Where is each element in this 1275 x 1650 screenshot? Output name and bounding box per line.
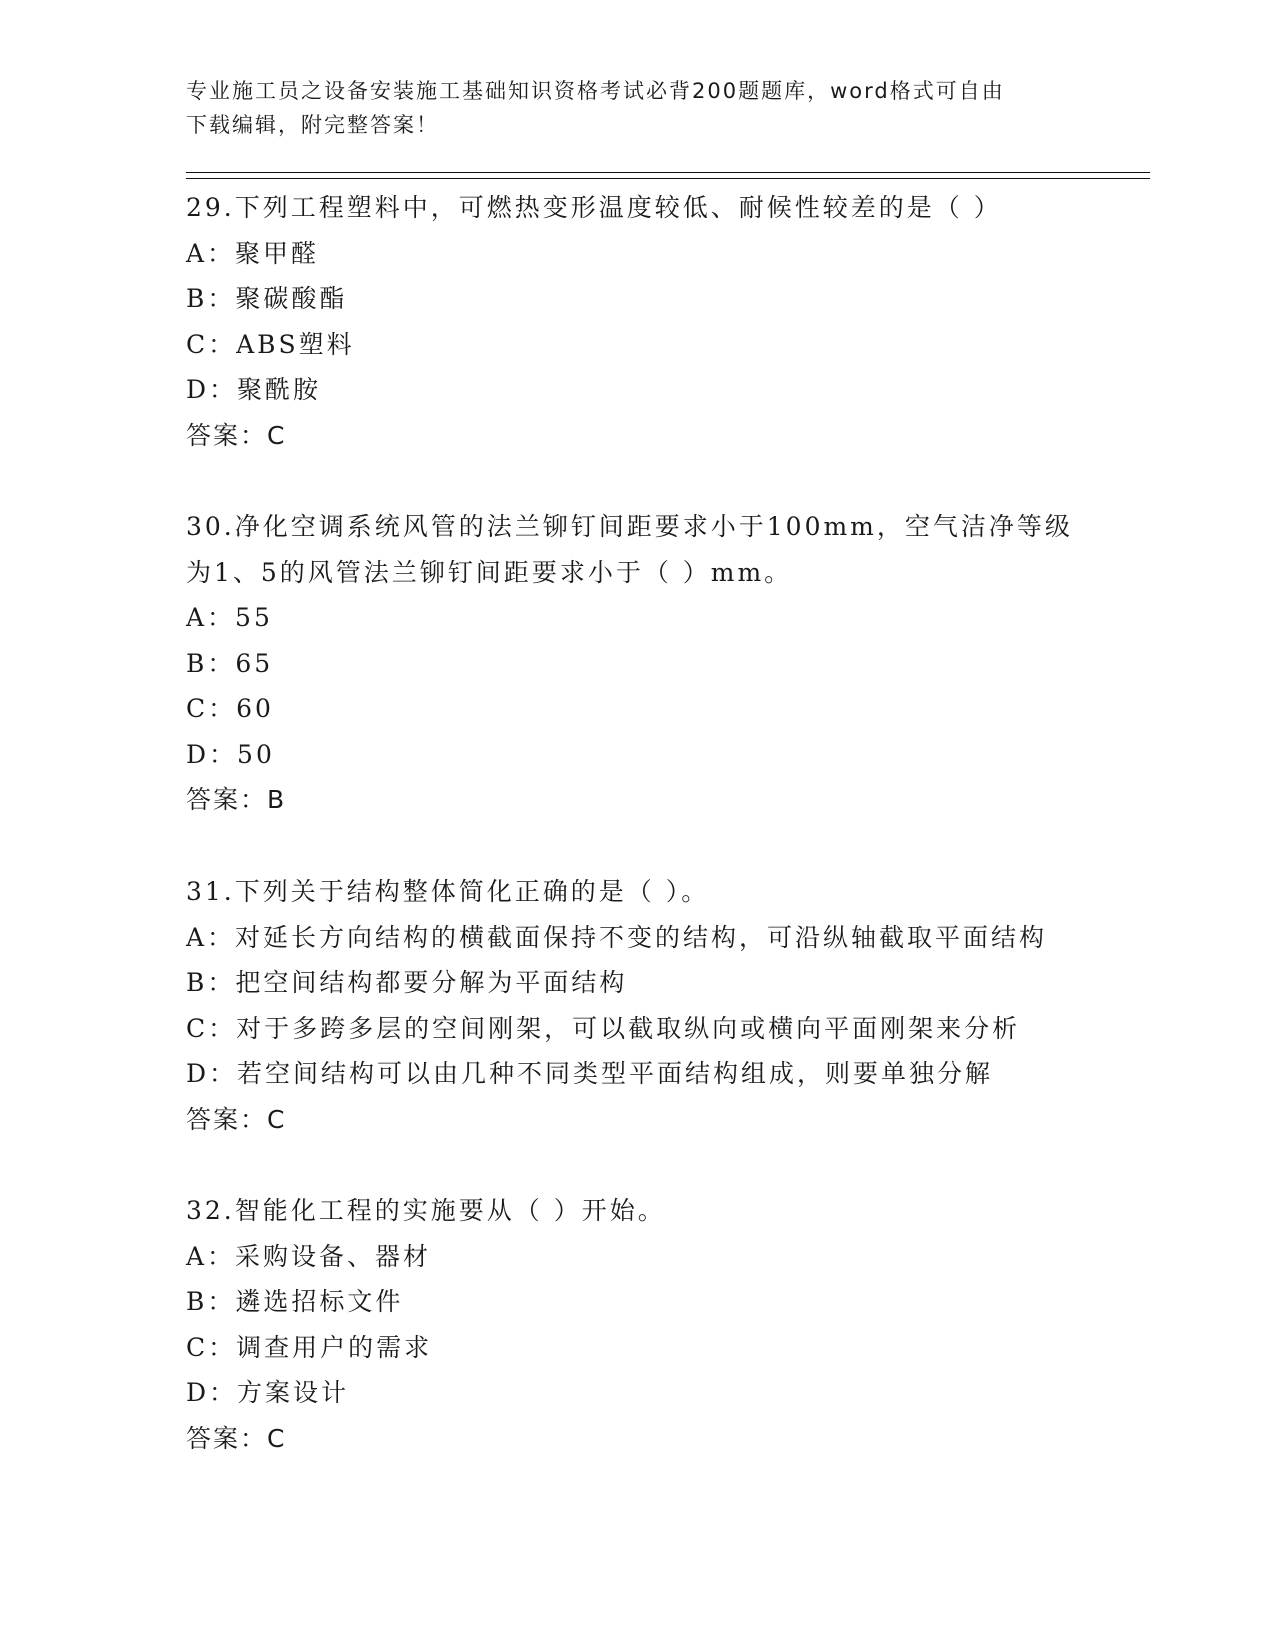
document-header [186,74,1066,142]
answer: 答案：C [186,1423,287,1453]
question-stem: 29.下列工程塑料中，可燃热变形温度较低、耐候性较差的是（ ） [186,193,1002,222]
option-d: D：若空间结构可以由几种不同类型平面结构组成，则要单独分解 [186,1059,994,1088]
question-31 [186,869,1086,1142]
option-a: A：聚甲醛 [186,238,320,268]
option-d: D：50 [186,739,275,769]
question-30 [186,504,1086,823]
question-29 [186,185,1086,458]
option-c: C：对于多跨多层的空间刚架，可以截取纵向或横向平面刚架来分析 [186,1013,1021,1043]
option-c: C：60 [186,694,274,723]
option-b: B：把空间结构都要分解为平面结构 [186,968,628,997]
header-line-1: 专业施工员之设备安装施工基础知识资格考试必背200题题库，word格式可自由 [186,79,1005,103]
header-divider-top [186,172,1150,173]
question-stem: 31.下列关于结构整体简化正确的是（ ）。 [186,877,710,906]
header-divider-bottom [186,178,1150,179]
option-d: D：聚酰胺 [186,375,322,404]
option-a: A：采购设备、器材 [186,1241,432,1271]
option-c: C：调查用户的需求 [186,1332,433,1362]
option-c: C：ABS塑料 [186,329,355,359]
answer: 答案：B [186,785,287,814]
option-d: D：方案设计 [186,1378,350,1407]
option-a: A：55 [186,603,273,632]
answer: 答案：C [186,1104,287,1134]
question-stem: 32.智能化工程的实施要从（ ）开始。 [186,1196,666,1225]
question-stem: 30.净化空调系统风管的法兰铆钉间距要求小于100mm，空气洁净等级 [186,512,1073,541]
option-b: B：聚碳酸酯 [186,284,348,313]
question-32 [186,1188,1086,1461]
header-line-2: 下载编辑，附完整答案！ [186,113,439,137]
answer: 答案：C [186,420,287,450]
option-b: B：65 [186,648,274,678]
option-b: B：遴选招标文件 [186,1287,404,1316]
option-a: A：对延长方向结构的横截面保持不变的结构，可沿纵轴截取平面结构 [186,922,1048,952]
question-stem-continued: 为1、5的风管法兰铆钉间距要求小于（ ）mm。 [186,557,793,587]
